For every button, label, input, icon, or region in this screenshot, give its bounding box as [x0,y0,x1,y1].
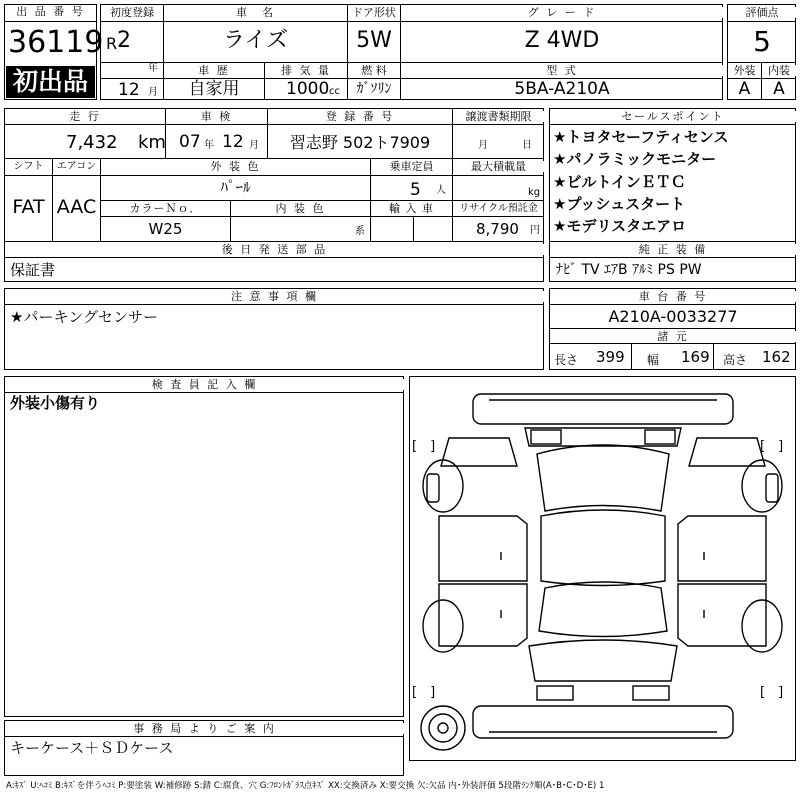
inspection-month: 12 [222,132,244,152]
height-label: 高さ [723,353,748,367]
interior-label: 内装 [762,65,796,76]
inspection-label: 車 検 [166,111,267,122]
office-label: 事 務 局 よ り ご 案 内 [5,723,404,734]
car-name: ライズ [222,28,289,53]
lot-label: 出 品 番 号 [6,6,95,17]
sales-point: ★プッシュスタート [553,195,686,213]
fuel-label: 燃 料 [348,65,400,76]
capacity-unit: 人 [436,185,446,196]
equipment: ﾅﾋﾞ TV ｴｱB ｱﾙﾐ PS PW [556,262,702,278]
sales-point: ★ビルトインＥＴＣ [553,173,686,191]
lot-number: 36119 [8,25,104,60]
mileage-label: 走 行 [5,111,165,122]
inspection-year-unit: 年 [204,140,214,151]
model-label: 型 式 [401,65,723,76]
equipment-label: 純 正 装 備 [550,244,796,255]
transfer-month-unit: 月 [478,140,488,151]
spec-label: 諸 元 [550,331,796,342]
transfer-day-unit: 日 [522,140,532,151]
diagram-bracket: [ ] [412,685,436,700]
era: R [106,34,118,53]
length: 399 [596,348,625,366]
sales-label: セールスポイント [550,111,796,122]
diagram-bracket: [ ] [760,685,784,700]
office-note: キーケース＋ＳＤケース [10,739,174,757]
notes: ★パーキングセンサー [10,308,158,326]
chassis-label: 車 台 番 号 [550,291,796,302]
door-type: 5W [356,28,392,53]
later-parts: 保証書 [10,261,56,279]
later-label: 後 日 発 送 部 品 [5,244,544,255]
load-unit: kg [528,187,541,198]
first-reg-label: 初度登録 [101,7,163,18]
capacity-label: 乗車定員 [371,161,452,172]
ac-label: エアコン [56,161,97,172]
recycle-unit: 円 [530,225,540,236]
capacity: 5 [410,180,421,200]
int-color-label: 内 装 色 [231,203,370,214]
displacement: 1000 [286,79,330,99]
inspector-box [4,376,404,717]
grade: Z 4WD [524,28,600,53]
first-reg-month: 12 [118,80,140,100]
color-no-label: カラーＮｏ． [101,203,230,214]
score-label: 評価点 [728,7,796,18]
displacement-label: 排 気 量 [265,65,347,76]
model: 5BA-A210A [514,79,610,99]
inspector-note: 外装小傷有り [10,394,101,412]
inspection-month-unit: 月 [249,140,259,151]
sales-point: ★パノラミックモニター [553,150,717,168]
transfer-label: 譲渡書類期限 [453,111,544,122]
recycle-label: リサイクル預託金 [459,203,538,214]
width-label: 幅 [647,353,660,367]
shift-label: シフト [13,161,44,172]
diagram-bracket: [ ] [412,439,436,454]
mileage-unit: km [138,132,166,153]
grade-label: グ レ ー ド [401,7,723,18]
ac: AAC [56,196,97,218]
legend: A:ｷｽﾞ U:ﾍｺﾐ B:ｷｽﾞを伴うﾍｺﾐ P:要塗装 W:補修跡 S:錆 C:腐食、穴 G:ﾌﾛﾝﾄｶﾞﾗｽ点ｷｽﾞ XX:交換済み X:要交換 欠:欠品 内･外装評価 5段階ﾗﾝｸ順(A･B･C･D･E) 1 [6,781,605,791]
import-label: 輸 入 車 [371,203,452,214]
history: 自家用 [188,79,240,99]
color: ﾊﾟｰﾙ [220,178,251,196]
chassis-number: A210A-0033277 [608,307,738,326]
first-listing-badge: 初出品 [6,66,95,98]
load-label: 最大積載量 [453,161,544,172]
notes-label: 注 意 事 項 欄 [5,291,544,302]
first-reg-year: 2 [117,28,131,53]
inspection-year: 07 [179,132,201,152]
diagram-bracket: [ ] [760,439,784,454]
plate-label: 登 録 番 号 [268,111,452,122]
color-no: W25 [148,220,183,238]
sales-point: ★モデリスタエアロ [553,217,687,235]
plate: 習志野 502ト7909 [289,133,431,152]
car-name-label: 車 名 [164,7,347,18]
history-label: 車 歴 [164,65,264,76]
exterior-label: 外装 [728,65,761,76]
sales-point: ★トヨタセーフティセンス [553,128,729,146]
interior-grade: A [773,79,785,99]
height: 162 [762,348,791,366]
month-unit: 月 [148,87,158,98]
score: 5 [753,25,771,58]
inspector-label: 検 査 員 記 入 欄 [5,379,404,390]
shift: FAT [12,196,45,218]
car-outline-diagram [409,376,796,761]
color-label: 外 装 色 [101,161,370,172]
displacement-unit: cc [329,86,340,97]
year-unit: 年 [148,63,158,74]
fuel: ｶﾞｿﾘﾝ [356,81,392,97]
length-label: 長さ [554,353,579,367]
recycle: 8,790 [476,220,519,238]
width: 169 [681,348,710,366]
mileage: 7,432 [66,132,118,153]
door-label: ドア形状 [348,7,400,18]
int-color-unit: 系 [355,226,365,237]
exterior-grade: A [738,79,751,99]
